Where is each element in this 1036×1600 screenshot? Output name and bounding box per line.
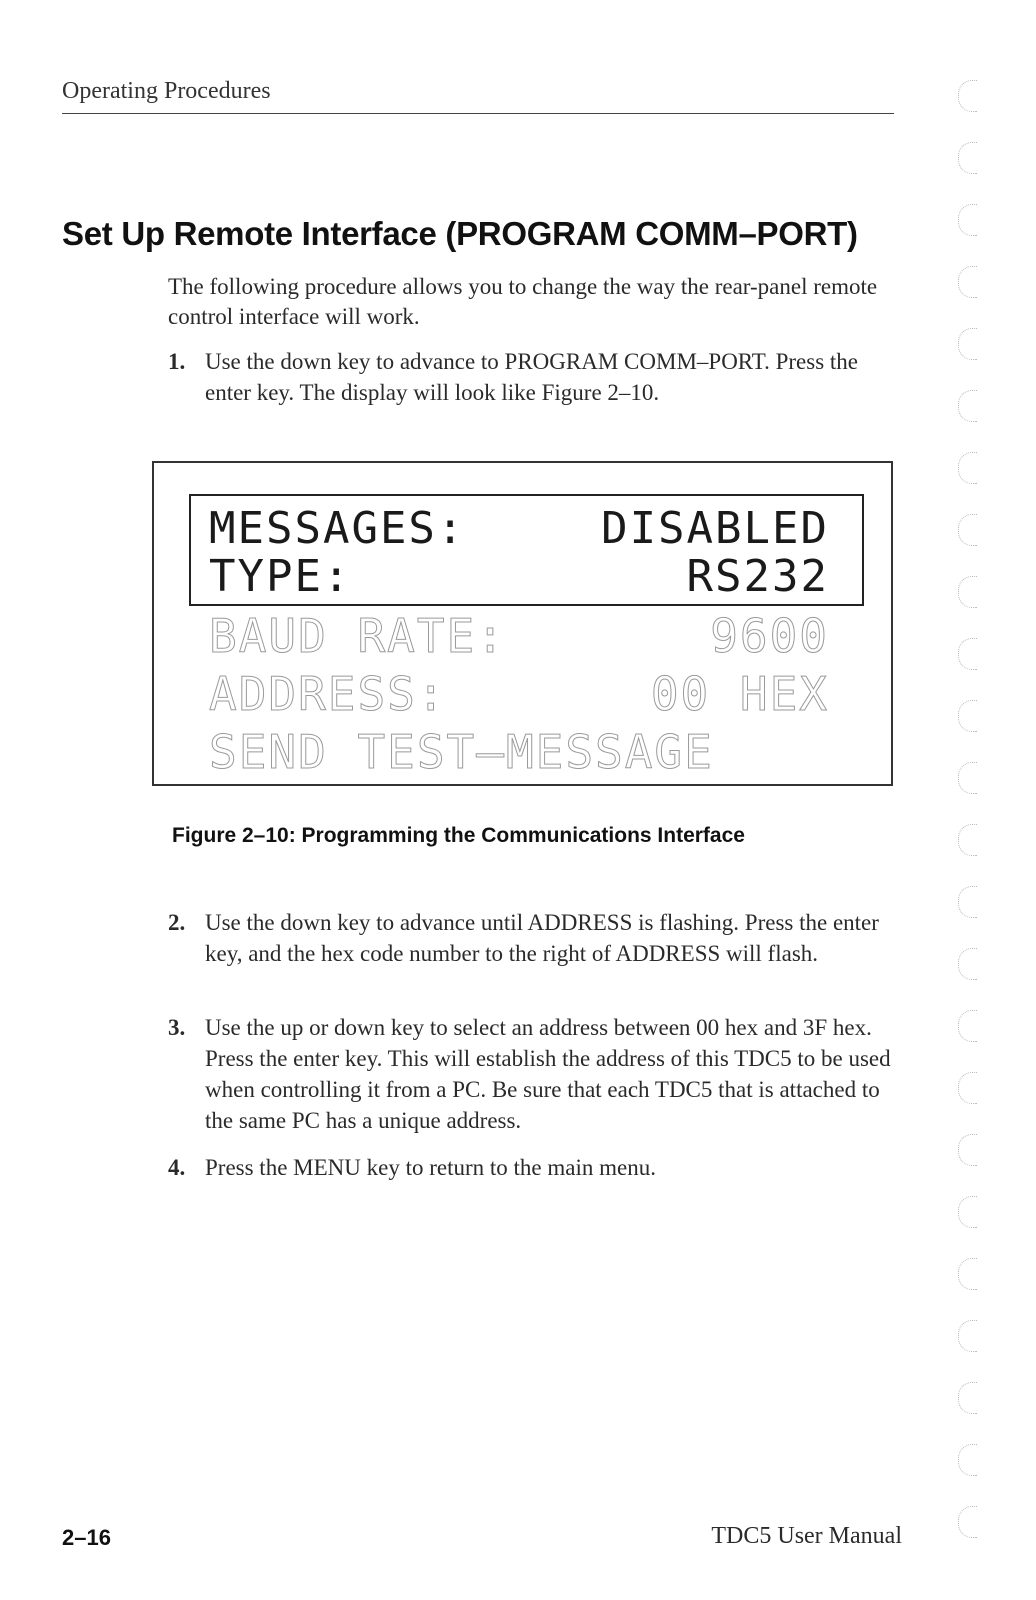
- binder-hole-icon: [958, 1382, 977, 1414]
- binder-hole-icon: [958, 204, 977, 236]
- step-number: 1.: [168, 349, 186, 374]
- step-text: Use the down key to advance to PROGRAM COMM–PORT. Press the enter key. The display will look like Figure 2–10.: [205, 349, 859, 405]
- binder-holes: [950, 80, 990, 1560]
- manual-title: TDC5 User Manual: [711, 1523, 902, 1549]
- display-label: MESSAGES:: [209, 503, 466, 554]
- binder-hole-icon: [958, 514, 977, 546]
- binder-hole-icon: [958, 452, 977, 484]
- intro-paragraph: The following procedure allows you to change the way the rear-panel remote control interface will work.: [168, 274, 878, 329]
- display-label: ADDRESS:: [209, 667, 447, 721]
- running-header: Operating Procedures: [62, 78, 271, 104]
- binder-hole-icon: [958, 824, 977, 856]
- step-text: Use the up or down key to select an address between 00 hex and 3F hex. Press the enter key. This will establish the address of this TDC5 to be used when controlling it from a PC. Be sure that each TDC5 that is attached to the same PC has a unique address.: [205, 1015, 891, 1133]
- display-row-address: [209, 667, 829, 721]
- step-1: [168, 346, 898, 408]
- binder-hole-icon: [958, 1072, 977, 1104]
- binder-hole-icon: [958, 1010, 977, 1042]
- display-label: SEND TEST–MESSAGE: [209, 725, 714, 779]
- binder-hole-icon: [958, 886, 977, 918]
- binder-hole-icon: [958, 762, 977, 794]
- display-row-send-test-message: [209, 725, 829, 779]
- header-rule: [62, 113, 894, 114]
- binder-hole-icon: [958, 266, 977, 298]
- display-row-messages: [209, 502, 829, 556]
- display-label: BAUD RATE:: [209, 609, 506, 663]
- figure-caption: Figure 2–10: Programming the Communications Interface: [172, 824, 745, 847]
- step-3: [168, 1012, 898, 1136]
- binder-hole-icon: [958, 948, 977, 980]
- display-value: DISABLED: [601, 503, 829, 554]
- display-row-baud-rate: [209, 609, 829, 663]
- display-value: 00 HEX: [650, 667, 829, 721]
- display-label: TYPE:: [209, 551, 352, 602]
- display-value: 9600: [710, 609, 829, 663]
- binder-hole-icon: [958, 1258, 977, 1290]
- step-text: Press the MENU key to return to the main menu.: [205, 1155, 656, 1180]
- page-number: 2–16: [62, 1525, 111, 1550]
- section-title: Set Up Remote Interface (PROGRAM COMM–PORT): [62, 215, 858, 252]
- binder-hole-icon: [958, 1196, 977, 1228]
- binder-hole-icon: [958, 638, 977, 670]
- binder-hole-icon: [958, 576, 977, 608]
- binder-hole-icon: [958, 700, 977, 732]
- step-4: [168, 1152, 898, 1183]
- binder-hole-icon: [958, 328, 977, 360]
- binder-hole-icon: [958, 1506, 977, 1538]
- binder-hole-icon: [958, 1444, 977, 1476]
- binder-hole-icon: [958, 1134, 977, 1166]
- display-value: RS232: [686, 551, 829, 602]
- binder-hole-icon: [958, 80, 977, 112]
- step-number: 2.: [168, 910, 186, 935]
- step-text: Use the down key to advance until ADDRESS is flashing. Press the enter key, and the hex code number to the right of ADDRESS will flash.: [205, 910, 879, 966]
- step-2: [168, 907, 898, 969]
- display-row-type: [209, 550, 829, 604]
- step-number: 3.: [168, 1015, 186, 1040]
- binder-hole-icon: [958, 390, 977, 422]
- step-number: 4.: [168, 1155, 186, 1180]
- binder-hole-icon: [958, 1320, 977, 1352]
- binder-hole-icon: [958, 142, 977, 174]
- figure-display-box: [152, 461, 893, 786]
